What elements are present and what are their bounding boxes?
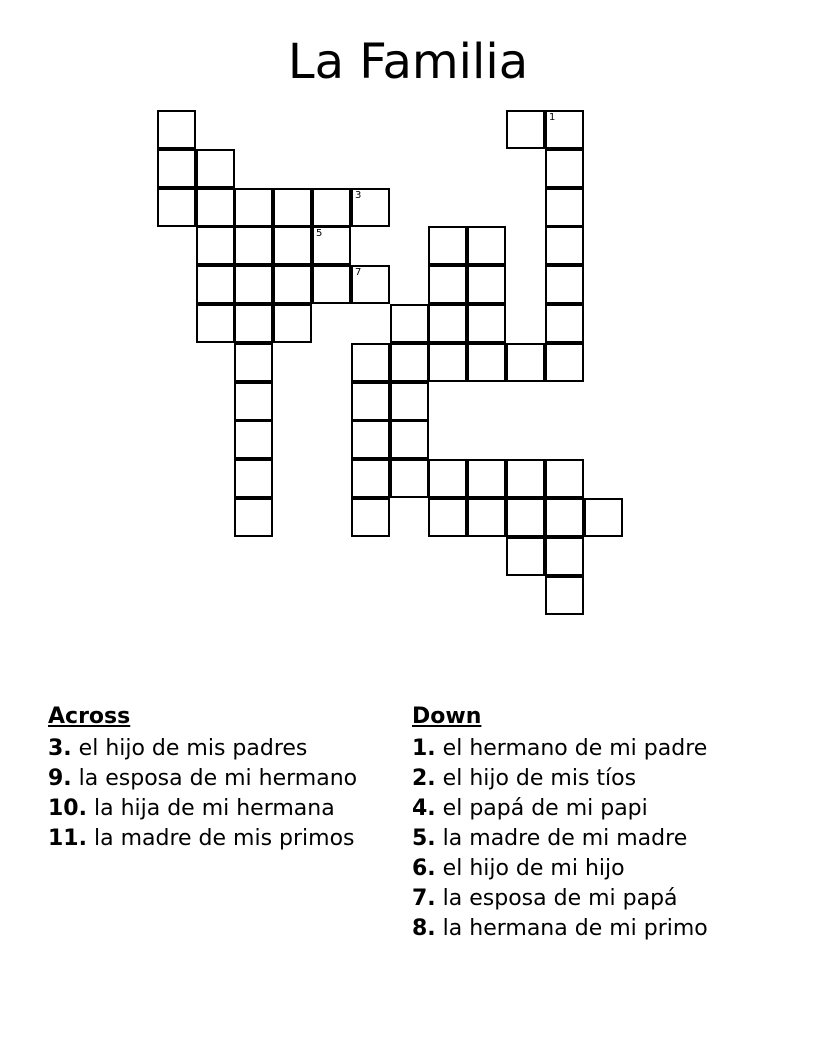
grid-cell[interactable] xyxy=(467,459,506,498)
grid-cell[interactable] xyxy=(351,498,390,537)
grid-cell[interactable] xyxy=(234,265,273,304)
down-clue-6 xyxy=(412,856,782,882)
grid-cell[interactable] xyxy=(428,343,467,382)
grid-cell[interactable] xyxy=(351,382,390,421)
clue-text: la madre de mi madre xyxy=(442,826,688,851)
grid-cell[interactable] xyxy=(157,149,196,188)
grid-cell[interactable] xyxy=(196,265,235,304)
down-clues xyxy=(412,702,782,942)
grid-cell[interactable] xyxy=(545,537,584,576)
grid-cell[interactable] xyxy=(390,343,429,382)
across-clue-9 xyxy=(48,766,393,792)
cell-number: 1 xyxy=(549,112,556,123)
crossword-grid xyxy=(0,0,816,520)
grid-cell[interactable] xyxy=(467,304,506,343)
down-clue-7 xyxy=(412,886,782,912)
clue-number: 9. xyxy=(48,766,72,791)
grid-cell[interactable] xyxy=(390,420,429,459)
clue-number: 3. xyxy=(48,736,72,761)
grid-cell[interactable] xyxy=(234,498,273,537)
clue-text: la esposa de mi papá xyxy=(442,886,678,911)
grid-cell[interactable] xyxy=(234,420,273,459)
grid-cell[interactable] xyxy=(157,110,196,149)
grid-cell[interactable] xyxy=(234,459,273,498)
clue-number: 8. xyxy=(412,916,436,941)
grid-cell[interactable] xyxy=(467,343,506,382)
down-clue-1 xyxy=(412,736,782,762)
grid-cell[interactable] xyxy=(157,188,196,227)
grid-cell[interactable] xyxy=(351,343,390,382)
grid-cell[interactable] xyxy=(351,188,390,227)
grid-cell[interactable] xyxy=(196,188,235,227)
grid-cell[interactable] xyxy=(390,459,429,498)
clue-text: el papá de mi papi xyxy=(442,796,648,821)
grid-cell[interactable] xyxy=(234,188,273,227)
cell-number: 5 xyxy=(316,228,323,239)
grid-cell[interactable] xyxy=(234,226,273,265)
clue-number: 7. xyxy=(412,886,436,911)
grid-cell[interactable] xyxy=(234,343,273,382)
down-clue-4 xyxy=(412,796,782,822)
grid-cell[interactable] xyxy=(506,498,545,537)
across-heading: Across xyxy=(48,704,131,729)
down-clue-8 xyxy=(412,916,782,942)
grid-cell[interactable] xyxy=(506,343,545,382)
grid-cell[interactable] xyxy=(545,149,584,188)
grid-cell[interactable] xyxy=(273,304,312,343)
clue-text: la esposa de mi hermano xyxy=(78,766,358,791)
grid-cell[interactable] xyxy=(428,459,467,498)
grid-cell[interactable] xyxy=(545,459,584,498)
grid-cell[interactable] xyxy=(428,265,467,304)
cell-number: 3 xyxy=(355,190,362,201)
grid-cell[interactable] xyxy=(312,188,351,227)
grid-cell[interactable] xyxy=(506,110,545,149)
clue-text: el hijo de mi hijo xyxy=(442,856,625,881)
grid-cell[interactable] xyxy=(312,265,351,304)
grid-cell[interactable] xyxy=(390,382,429,421)
grid-cell[interactable] xyxy=(545,343,584,382)
across-clues xyxy=(48,702,393,852)
grid-cell[interactable] xyxy=(545,226,584,265)
grid-cell[interactable] xyxy=(428,226,467,265)
grid-cell[interactable] xyxy=(273,188,312,227)
grid-cell[interactable] xyxy=(234,382,273,421)
clue-number: 11. xyxy=(48,826,87,851)
clue-text: la madre de mis primos xyxy=(93,826,355,851)
grid-cell[interactable] xyxy=(545,304,584,343)
clue-number: 1. xyxy=(412,736,436,761)
down-heading: Down xyxy=(412,704,482,729)
clue-text: el hijo de mis padres xyxy=(78,736,308,761)
clue-text: la hermana de mi primo xyxy=(442,916,708,941)
grid-cell[interactable] xyxy=(273,265,312,304)
clue-text: el hijo de mis tíos xyxy=(442,766,637,791)
grid-cell[interactable] xyxy=(196,304,235,343)
grid-cell[interactable] xyxy=(273,226,312,265)
grid-cell[interactable] xyxy=(196,226,235,265)
grid-cell[interactable] xyxy=(506,537,545,576)
grid-cell[interactable] xyxy=(351,420,390,459)
clue-number: 6. xyxy=(412,856,436,881)
grid-cell[interactable] xyxy=(390,304,429,343)
page-title: La Familia xyxy=(287,34,529,90)
grid-cell[interactable] xyxy=(506,459,545,498)
across-clue-3 xyxy=(48,736,393,762)
grid-cell[interactable] xyxy=(545,110,584,149)
grid-cell[interactable] xyxy=(467,226,506,265)
down-clue-2 xyxy=(412,766,782,792)
grid-cell[interactable] xyxy=(467,265,506,304)
grid-cell[interactable] xyxy=(545,498,584,537)
clue-number: 10. xyxy=(48,796,87,821)
grid-cell[interactable] xyxy=(428,304,467,343)
grid-cell[interactable] xyxy=(351,459,390,498)
grid-cell[interactable] xyxy=(428,498,467,537)
cell-number: 7 xyxy=(355,267,362,278)
grid-cell[interactable] xyxy=(312,226,351,265)
grid-cell[interactable] xyxy=(196,149,235,188)
grid-cell[interactable] xyxy=(584,498,623,537)
down-clue-5 xyxy=(412,826,782,852)
grid-cell[interactable] xyxy=(351,265,390,304)
grid-cell[interactable] xyxy=(234,304,273,343)
clue-number: 4. xyxy=(412,796,436,821)
clue-number: 2. xyxy=(412,766,436,791)
clue-text: el hermano de mi padre xyxy=(442,736,708,761)
grid-cell[interactable] xyxy=(545,188,584,227)
across-clue-11 xyxy=(48,826,393,852)
grid-cell[interactable] xyxy=(545,576,584,615)
clue-text: la hija de mi hermana xyxy=(93,796,335,821)
clue-number: 5. xyxy=(412,826,436,851)
grid-cell[interactable] xyxy=(545,265,584,304)
across-clue-10 xyxy=(48,796,393,822)
grid-cell[interactable] xyxy=(467,498,506,537)
